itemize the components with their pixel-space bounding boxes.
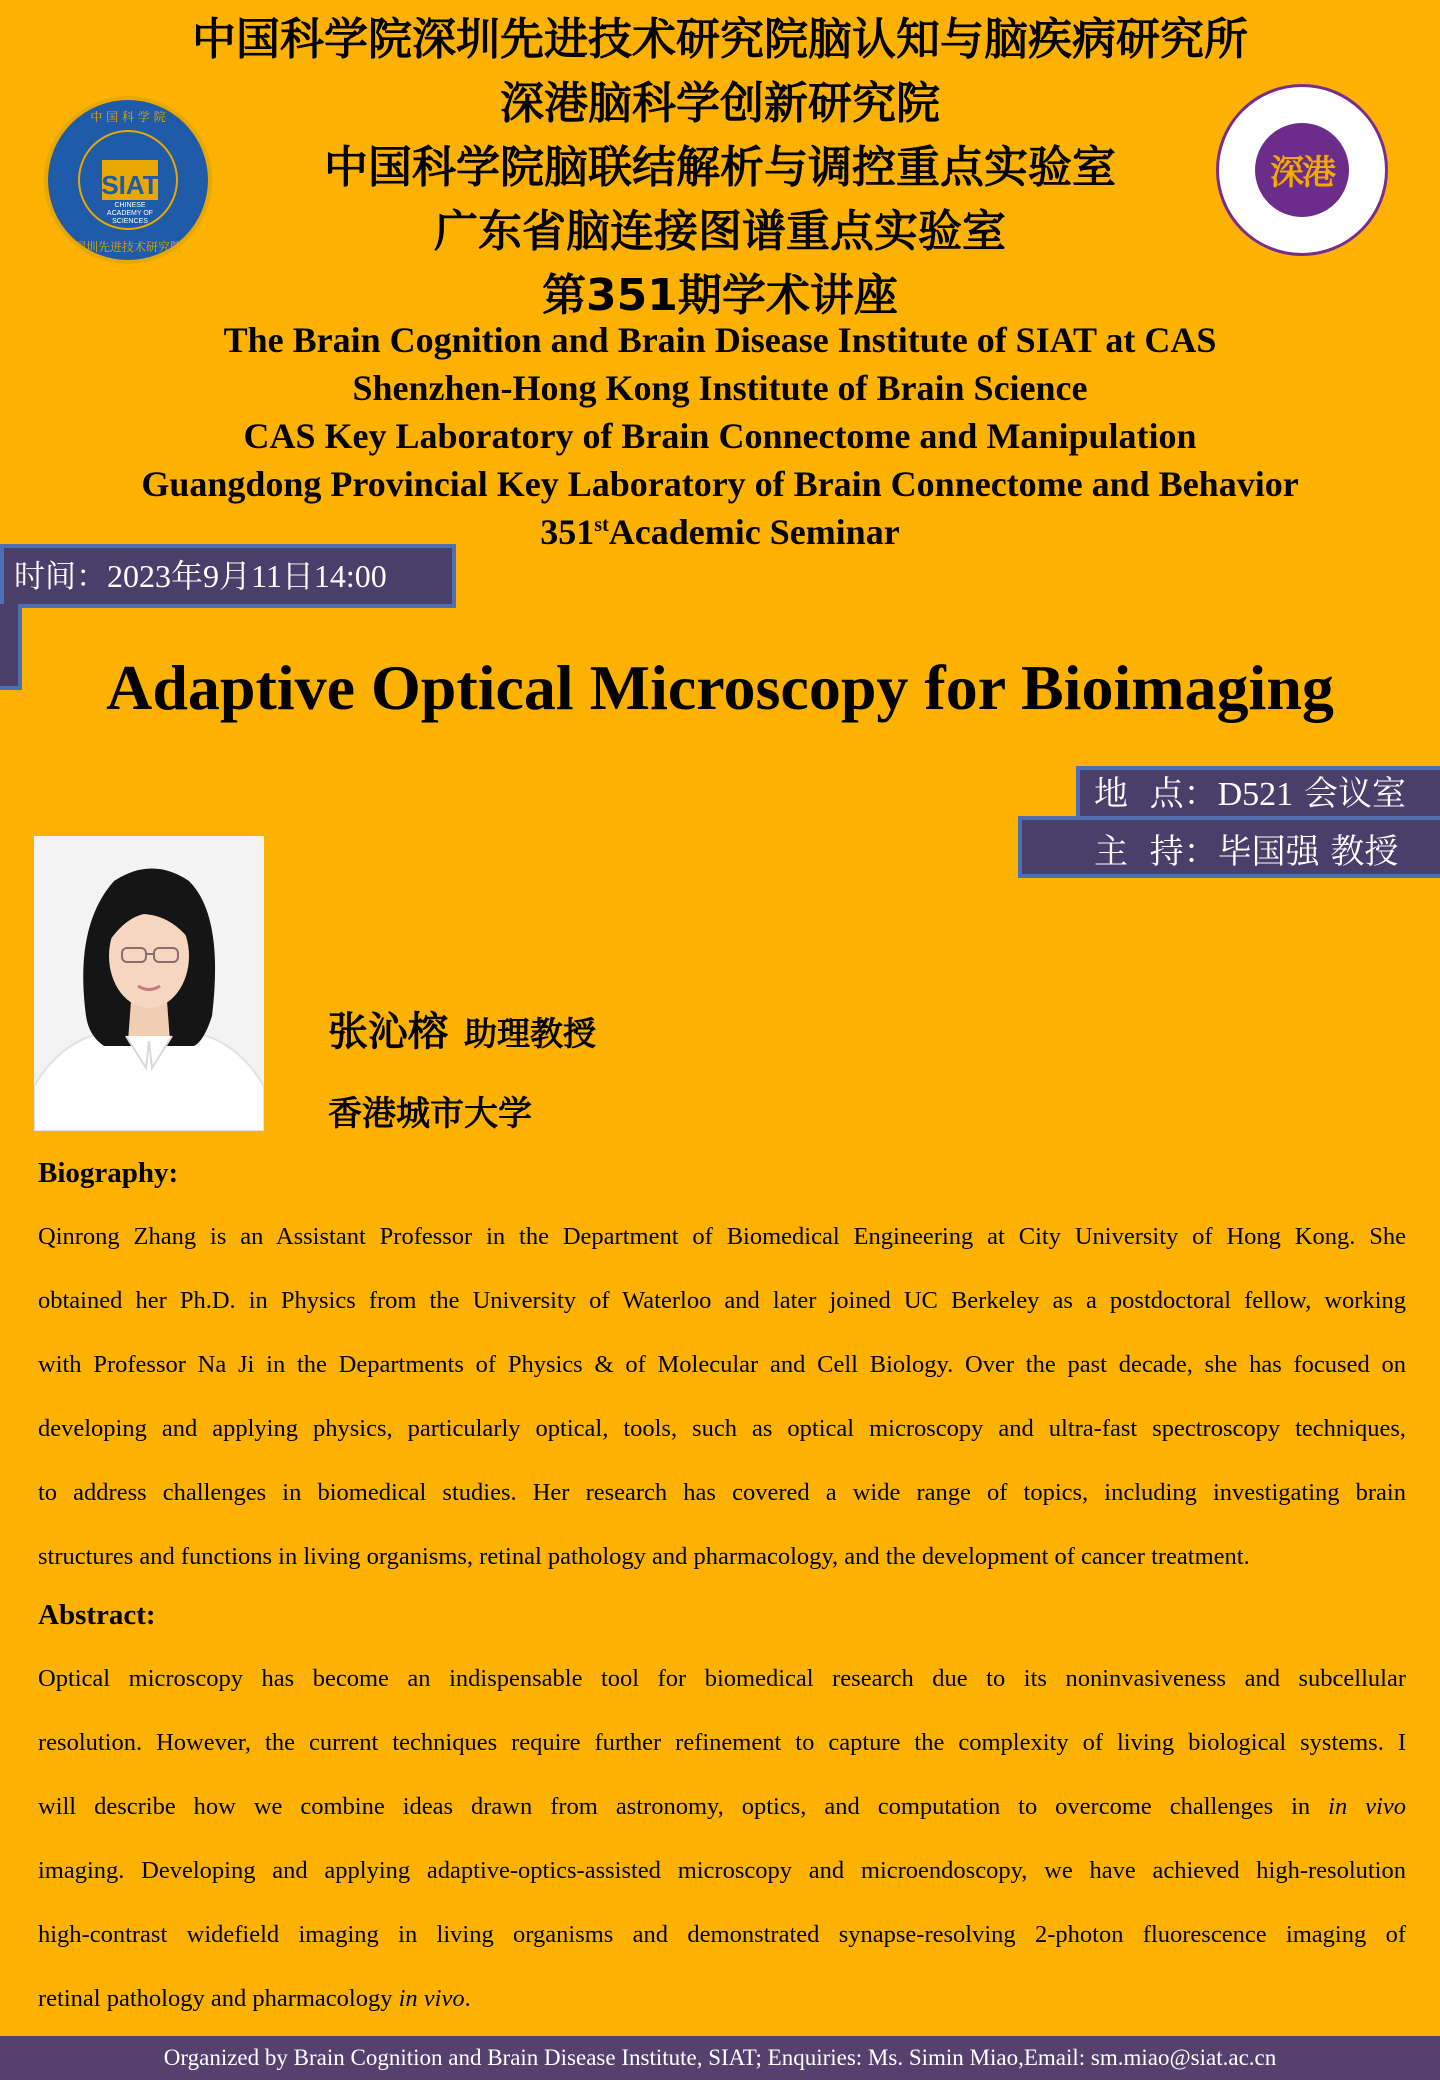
header-en-line: Guangdong Provincial Key Laboratory of Brain Connectome and Behavior xyxy=(141,464,1299,504)
speaker-name: 张沁榕 xyxy=(328,1009,448,1055)
time-value: 2023年9月11日14:00 xyxy=(107,558,387,594)
abstract-line: high-contrast widefield imaging in living organisms and demonstrated synapse-resolving 2-photon fluorescence imaging of xyxy=(38,1921,1406,1948)
abstract-heading: Abstract: xyxy=(38,1599,156,1631)
talk-title: Adaptive Optical Microscopy for Bioimaging xyxy=(106,652,1334,723)
abstract-emphasis: in vivo xyxy=(1328,1793,1406,1820)
speaker-portrait xyxy=(34,836,264,1131)
footer: Organized by Brain Cognition and Brain Disease Institute, SIAT; Enquiries: Ms. Simin Miao,Email: sm.miao@siat.ac.cn xyxy=(0,2036,1440,2080)
siat-sub: CHINESE ACADEMY OF SCIENCES xyxy=(106,202,154,225)
header-cn-line: 深港脑科学创新研究院 xyxy=(500,78,940,129)
abstract-text-run: will describe how we combine ideas drawn from astronomy, optics, and computation to overcome challenges in xyxy=(38,1793,1329,1820)
biography-text xyxy=(38,1205,1406,1589)
siat-emblem xyxy=(78,130,178,230)
host-value: 毕国强 教授 xyxy=(1217,832,1399,872)
shenzhen-hk-logo xyxy=(1216,84,1388,256)
speaker-affiliation: 香港城市大学 xyxy=(328,1094,532,1134)
seminar-number: 351 xyxy=(540,512,595,552)
seminar-label: Academic Seminar xyxy=(608,512,900,552)
location-room: D521 xyxy=(1217,776,1294,813)
siat-logo xyxy=(44,96,212,264)
hk-glyph: 深港 xyxy=(1270,153,1334,193)
abstract-text xyxy=(38,1647,1406,2031)
hk-emblem xyxy=(1255,123,1349,217)
abstract-text-run: retinal pathology and pharmacology xyxy=(38,1985,399,2012)
biography-heading: Biography: xyxy=(38,1157,179,1189)
header-en-line: Shenzhen-Hong Kong Institute of Brain Science xyxy=(352,368,1088,408)
abstract-line xyxy=(38,1967,1406,2031)
abstract-emphasis: in vivo xyxy=(398,1985,465,2012)
biography-line: developing and applying physics, particularly optical, tools, such as optical microscopy and ultra-fast spectroscopy techniques, xyxy=(38,1415,1406,1442)
speaker-photo xyxy=(34,836,264,1131)
header-en-line: CAS Key Laboratory of Brain Connectome and Manipulation xyxy=(243,416,1197,456)
siat-logo-bottom-text: 深圳先进技术研究院 xyxy=(73,240,182,254)
location-label: 地 点： xyxy=(1094,774,1218,814)
seminar-suffix: st xyxy=(594,514,609,536)
header-en-line: The Brain Cognition and Brain Disease Institute of SIAT at CAS xyxy=(223,320,1217,360)
header-cn-line: 广东省脑连接图谱重点实验室 xyxy=(434,206,1006,257)
header-en xyxy=(40,316,1400,556)
siat-logo-top-text: 中 国 科 学 院 xyxy=(90,110,166,124)
time-label: 时间： xyxy=(14,559,107,595)
abstract-line: resolution. However, the current techniques require further refinement to capture the complexity of living biological systems. I xyxy=(38,1729,1406,1756)
abstract-text-run: . xyxy=(464,1985,471,2012)
biography-line: Qinrong Zhang is an Assistant Professor in the Department of Biomedical Engineering at City University of Hong Kong. She xyxy=(38,1223,1406,1250)
biography-line: with Professor Na Ji in the Departments of Physics & of Molecular and Cell Biology. Over the past decade, she has focused on xyxy=(38,1351,1406,1378)
biography-line: structures and functions in living organisms, retinal pathology and pharmacology, and the development of cancer treatment. xyxy=(38,1543,1250,1570)
speaker-title: 助理教授 xyxy=(464,1014,596,1053)
abstract-line xyxy=(38,1775,1406,1839)
host-label: 主 持： xyxy=(1094,832,1218,872)
siat-mark: SIAT xyxy=(101,170,159,200)
location-suffix: 会议室 xyxy=(1293,774,1406,814)
location-line xyxy=(1094,770,1406,819)
header-cn xyxy=(150,8,1290,328)
host-line xyxy=(1094,828,1398,876)
header-cn-line: 第351期学术讲座 xyxy=(542,270,898,321)
time-box xyxy=(0,544,456,608)
abstract-line: imaging. Developing and applying adaptive-optics-assisted microscopy and microendoscopy, we have achieved high-resolution xyxy=(38,1857,1406,1884)
biography-line: to address challenges in biomedical studies. Her research has covered a wide range of topics, including investigating brain xyxy=(38,1479,1406,1506)
speaker-name-line xyxy=(328,1000,596,1057)
biography-line: obtained her Ph.D. in Physics from the University of Waterloo and later joined UC Berkeley as a postdoctoral fellow, working xyxy=(38,1287,1406,1314)
header-cn-line: 中国科学院深圳先进技术研究院脑认知与脑疾病研究所 xyxy=(192,14,1248,65)
header-cn-line: 中国科学院脑联结解析与调控重点实验室 xyxy=(324,142,1116,193)
abstract-line: Optical microscopy has become an indispensable tool for biomedical research due to its noninvasiveness and subcellular xyxy=(38,1665,1406,1692)
